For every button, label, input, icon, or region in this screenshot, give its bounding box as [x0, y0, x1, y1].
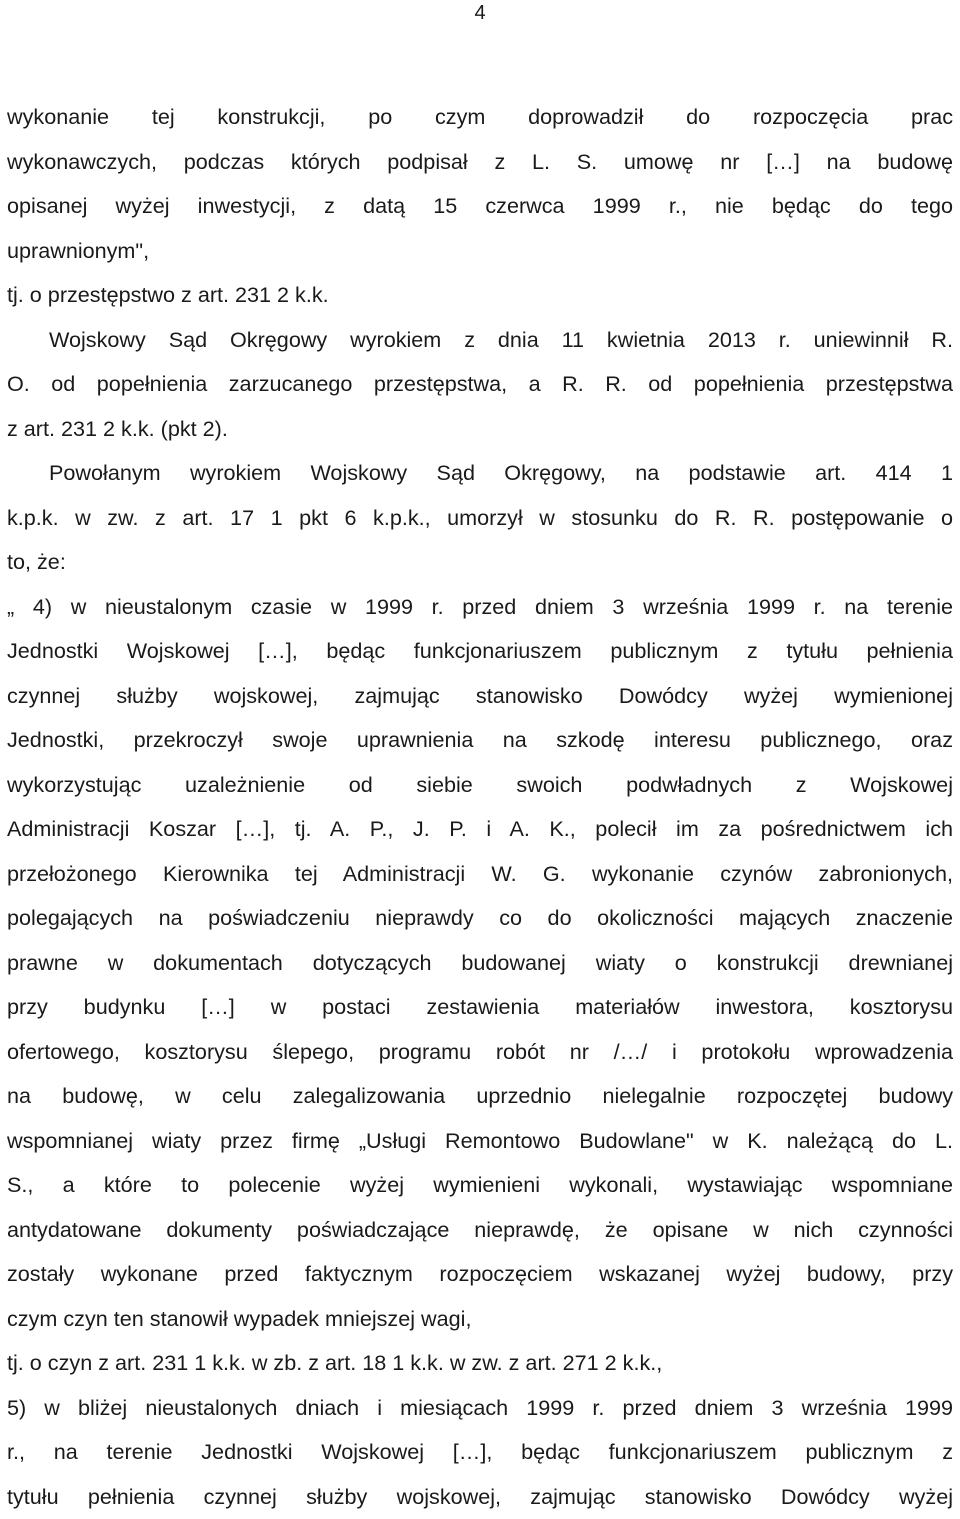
text-line: ofertowego, kosztorysu ślepego, programu robót nr /…/ i protokołu wprowadzenia — [7, 1030, 953, 1075]
text-line: to, że: — [7, 540, 953, 585]
text-line: tj. o przestępstwo z art. 231 2 k.k. — [7, 273, 953, 318]
text-line: przy budynku […] w postaci zestawienia materiałów inwestora, kosztorysu — [7, 985, 953, 1030]
text-line: Jednostki, przekroczył swoje uprawnienia na szkodę interesu publicznego, oraz — [7, 718, 953, 763]
text-line: wykorzystując uzależnienie od siebie swoich podwładnych z Wojskowej — [7, 763, 953, 808]
text-line: tj. o czyn z art. 231 1 k.k. w zb. z art. 18 1 k.k. w zw. z art. 271 2 k.k., — [7, 1341, 953, 1386]
text-line: Wojskowy Sąd Okręgowy wyrokiem z dnia 11 kwietnia 2013 r. uniewinnił R. — [7, 318, 953, 363]
text-line: „ 4) w nieustalonym czasie w 1999 r. przed dniem 3 września 1999 r. na terenie — [7, 585, 953, 630]
text-line: na budowę, w celu zalegalizowania uprzednio nielegalnie rozpoczętej budowy — [7, 1074, 953, 1119]
text-line: O. od popełnienia zarzucanego przestępstwa, a R. R. od popełnienia przestępstwa — [7, 362, 953, 407]
text-line: k.p.k. w zw. z art. 17 1 pkt 6 k.p.k., umorzył w stosunku do R. R. postępowanie o — [7, 496, 953, 541]
text-line: Jednostki Wojskowej […], będąc funkcjonariuszem publicznym z tytułu pełnienia — [7, 629, 953, 674]
text-line: 5) w bliżej nieustalonych dniach i miesiącach 1999 r. przed dniem 3 września 1999 — [7, 1386, 953, 1431]
text-line: tytułu pełnienia czynnej służby wojskowej, zajmując stanowisko Dowódcy wyżej — [7, 1475, 953, 1519]
text-line: polegających na poświadczeniu nieprawdy co do okoliczności mających znaczenie — [7, 896, 953, 941]
page-number: 4 — [0, 2, 960, 24]
text-line: przełożonego Kierownika tej Administracji W. G. wykonanie czynów zabronionych, — [7, 852, 953, 897]
text-line: wykonanie tej konstrukcji, po czym doprowadził do rozpoczęcia prac — [7, 95, 953, 140]
text-line: antydatowane dokumenty poświadczające nieprawdę, że opisane w nich czynności — [7, 1208, 953, 1253]
text-line: wspomnianej wiaty przez firmę „Usługi Remontowo Budowlane" w K. należącą do L. — [7, 1119, 953, 1164]
text-line: r., na terenie Jednostki Wojskowej […], będąc funkcjonariuszem publicznym z — [7, 1430, 953, 1475]
text-line: zostały wykonane przed faktycznym rozpoczęciem wskazanej wyżej budowy, przy — [7, 1252, 953, 1297]
text-line: S., a które to polecenie wyżej wymienieni wykonali, wystawiając wspomniane — [7, 1163, 953, 1208]
text-line: prawne w dokumentach dotyczących budowanej wiaty o konstrukcji drewnianej — [7, 941, 953, 986]
document-body — [7, 95, 953, 1519]
text-line: Administracji Koszar […], tj. A. P., J. P. i A. K., polecił im za pośrednictwem ich — [7, 807, 953, 852]
text-line: wykonawczych, podczas których podpisał z L. S. umowę nr […] na budowę — [7, 140, 953, 185]
text-line: opisanej wyżej inwestycji, z datą 15 czerwca 1999 r., nie będąc do tego — [7, 184, 953, 229]
text-line: czynnej służby wojskowej, zajmując stanowisko Dowódcy wyżej wymienionej — [7, 674, 953, 719]
text-line: czym czyn ten stanowił wypadek mniejszej wagi, — [7, 1297, 953, 1342]
text-line: Powołanym wyrokiem Wojskowy Sąd Okręgowy, na podstawie art. 414 1 — [7, 451, 953, 496]
text-line: uprawnionym", — [7, 229, 953, 274]
text-line: z art. 231 2 k.k. (pkt 2). — [7, 407, 953, 452]
